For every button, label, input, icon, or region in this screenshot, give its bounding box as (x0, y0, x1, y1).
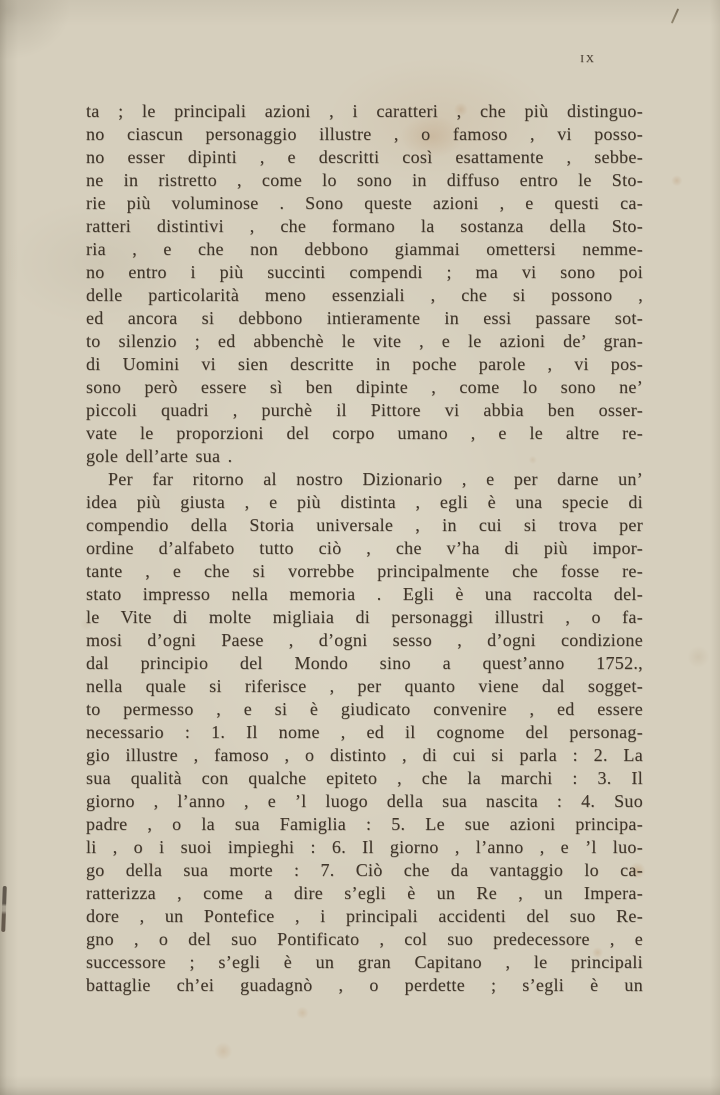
text-line: ed ancora si debbono intieramente in essi passare sot- (86, 308, 643, 328)
text-line: di Uomini vi sien descritte in poche parole , vi pos- (86, 354, 643, 374)
text-line: no esser dipinti , e descritti così esattamente , sebbe- (86, 147, 643, 167)
text-line: sono però essere sì ben dipinte , come lo sono ne’ (86, 377, 643, 397)
text-line: necessario : 1. Il nome , ed il cognome del personag- (86, 722, 643, 742)
text-block (86, 100, 643, 997)
text-line: gio illustre , famoso , o distinto , di cui si parla : 2. La (86, 745, 643, 765)
text-line: piccoli quadri , purchè il Pittore vi abbia ben osser- (86, 400, 643, 420)
text-line: dore , un Pontefice , i principali accidenti del suo Re- (86, 906, 643, 926)
text-line: no ciascun personaggio illustre , o famoso , vi posso- (86, 124, 643, 144)
text-line: sua qualità con qualche epiteto , che la marchi : 3. Il (86, 768, 643, 788)
text-line: tante , e che si vorrebbe principalmente che fosse re- (86, 561, 643, 581)
text-line: battaglie ch’ei guadagnò , o perdette ; s’egli è un (86, 975, 643, 995)
text-line-paragraph-start: Per far ritorno al nostro Dizionario , e per darne un’ (108, 469, 643, 489)
text-line: mosi d’ogni Paese , d’ogni sesso , d’ogni condizione (86, 630, 643, 650)
text-line: giorno , l’anno , e ’l luogo della sua nascita : 4. Suo (86, 791, 643, 811)
text-line: delle particolarità meno essenziali , che si possono , (86, 285, 643, 305)
text-line: li , o i suoi impieghi : 6. Il giorno , l’anno , e ’l luo- (86, 837, 643, 857)
text-line: idea più giusta , e più distinta , egli è una specie di (86, 492, 643, 512)
text-line: le Vite di molte migliaia di personaggi illustri , o fa- (86, 607, 643, 627)
text-line: padre , o la sua Famiglia : 5. Le sue azioni principa- (86, 814, 643, 834)
text-line: to silenzio ; ed abbenchè le vite , e le azioni de’ gran- (86, 331, 643, 351)
text-line: stato impresso nella memoria . Egli è una raccolta del- (86, 584, 643, 604)
text-line: ta ; le principali azioni , i caratteri , che più distinguo- (86, 101, 643, 121)
text-line: ria , e che non debbono giammai omettersi nemme- (86, 239, 643, 259)
text-line: dal principio del Mondo sino a quest’anno 1752., (86, 653, 643, 673)
text-line: nella quale si riferisce , per quanto viene dal sogget- (86, 676, 643, 696)
page-number: ix (580, 50, 596, 66)
text-line: rie più voluminose . Sono queste azioni , e questi ca- (86, 193, 643, 213)
text-line: vate le proporzioni del corpo umano , e le altre re- (86, 423, 643, 443)
text-line: successore ; s’egli è un gran Capitano , le principali (86, 952, 643, 972)
text-line: ratterizza , come a dire s’egli è un Re , un Impera- (86, 883, 643, 903)
binding-ink-mark (1, 886, 7, 932)
text-line: compendio della Storia universale , in cui si trova per (86, 515, 643, 535)
text-line: to permesso , e si è giudicato convenire , ed essere (86, 699, 643, 719)
text-line: go della sua morte : 7. Ciò che da vantaggio lo ca- (86, 860, 643, 880)
text-line: no entro i più succinti compendi ; ma vi sono poi (86, 262, 643, 282)
pen-mark-icon (671, 8, 679, 23)
text-line: gno , o del suo Pontificato , col suo predecessore , e (86, 929, 643, 949)
text-line: ne in ristretto , come lo sono in diffuso entro le Sto- (86, 170, 643, 190)
text-line-paragraph-end: gole dell’arte sua . (86, 446, 233, 466)
text-line: ordine d’alfabeto tutto ciò , che v’ha di più impor- (86, 538, 643, 558)
text-line: ratteri distintivi , che formano la sostanza della Sto- (86, 216, 643, 236)
